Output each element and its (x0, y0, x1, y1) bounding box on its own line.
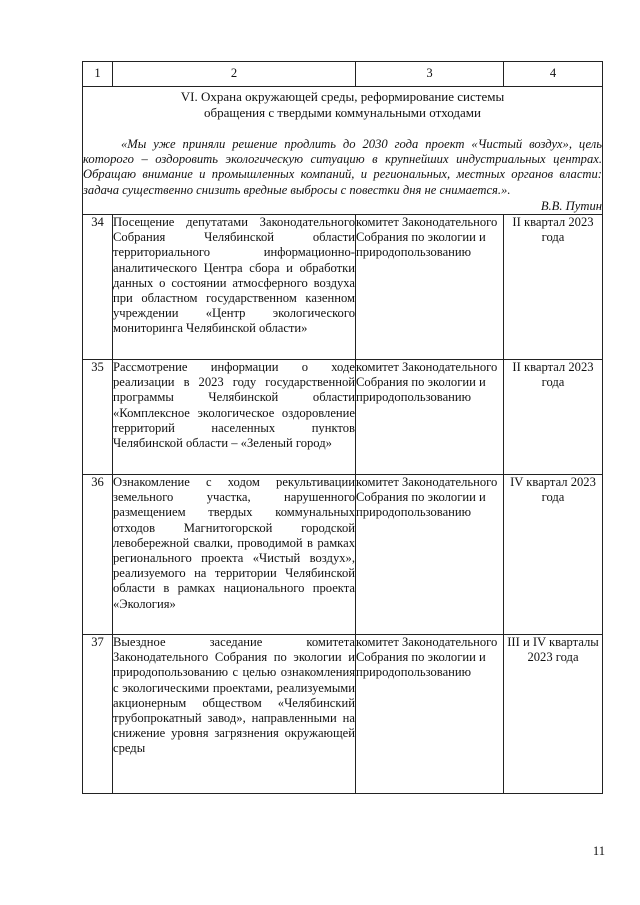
term-text: II квартал 2023 года (504, 360, 603, 475)
responsible-text: комитет Законодательного Собрания по экологии и природопользованию (356, 360, 504, 475)
responsible-text: комитет Законодательного Собрания по экологии и природопользованию (356, 215, 504, 360)
column-number: 1 (83, 62, 113, 87)
section-title (83, 89, 602, 121)
table-row (83, 475, 603, 635)
event-text: Выездное заседание комитета Законодательного Собрания по экологии и природопользованию с целью ознакомления с экологическими проектами, реализуемыми акционерным обществом «Челябинский трубопрокатный завод», направленными на снижение уровня загрязнения окружающей среды (113, 635, 356, 794)
term-text: III и IV кварталы 2023 года (504, 635, 603, 794)
section-title-line: обращения с твердыми коммунальными отходами (204, 105, 481, 120)
row-number: 35 (83, 360, 113, 475)
section-row (83, 87, 603, 215)
event-text: Рассмотрение информации о ходе реализации в 2023 году государственной программы Челябинской области «Комплексное экологическое оздоровление территорий населенных пунктов Челябинской области – «Зеленый город» (113, 360, 356, 475)
responsible-text: комитет Законодательного Собрания по экологии и природопользованию (356, 635, 504, 794)
column-number: 3 (356, 62, 504, 87)
row-number: 36 (83, 475, 113, 635)
plan-table (82, 61, 603, 794)
table-row (83, 360, 603, 475)
column-number-row (83, 62, 603, 87)
term-text: II квартал 2023 года (504, 215, 603, 360)
quote-author: В.В. Путин (540, 198, 602, 213)
table-row (83, 635, 603, 794)
column-number: 4 (504, 62, 603, 87)
row-number: 34 (83, 215, 113, 360)
section-cell (83, 87, 603, 215)
event-text: Посещение депутатами Законодательного Собрания Челябинской области территориального информационно-аналитического Центра сбора и обработки данных о состоянии атмосферного воздуха при областном государственном казенном учреждении «Центр экологического мониторинга Челябинской области» (113, 215, 356, 360)
row-number: 37 (83, 635, 113, 794)
event-text: Ознакомление с ходом рекультивации земельного участка, нарушенного размещением твердых коммунальных отходов Магнитогорской городской левобережной свалки, проводимой в рамках регионального проекта «Чистый воздух», реализуемого на территории Челябинской области в рамках национального проекта «Экология» (113, 475, 356, 635)
table-row (83, 215, 603, 360)
term-text: IV квартал 2023 года (504, 475, 603, 635)
section-title-line: VI. Охрана окружающей среды, реформирование системы (180, 89, 505, 104)
page-number: 11 (592, 844, 605, 858)
section-quote: «Мы уже приняли решение продлить до 2030 года проект «Чистый воздух», цель которого – оздоровить экологическую ситуацию в крупнейших индустриальных центрах. Обращаю внимание и промышленных компаний, и региональных, местных органов власти: задача существенно снизить вредные выбросы с повестки дня не снимается.». (83, 137, 602, 197)
responsible-text: комитет Законодательного Собрания по экологии и природопользованию (356, 475, 504, 635)
column-number: 2 (113, 62, 356, 87)
